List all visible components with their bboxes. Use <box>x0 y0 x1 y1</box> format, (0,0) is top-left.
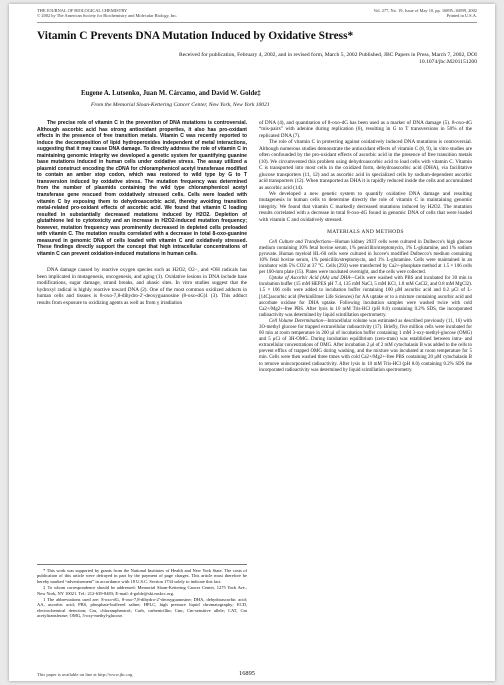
intro-paragraph-genetic-system: We developed a new genetic system to quantify oxidative DNA damage and resulting mutagenesis in human cells to determine directly the role of vitamin C in maintaining genomic integrity. We found that vitamin C markedly decreased mutations induced by H2O2. The mutation results correlated with a decrease in total 8-oxo-dG found in genomic DNA of cells that were loaded with vitamin C and oxidatively stressed. <box>259 190 472 223</box>
received-dates: Received for publication, February 4, 2002, and in revised form, March 5, 2002 Published, JBC Papers in Press, March 7, 2002, DOI 10.1074/jbc.M201151200 <box>179 52 477 65</box>
subheading: Cell Volume Determination— <box>269 318 328 324</box>
left-column <box>37 120 247 306</box>
issue-header <box>374 8 477 18</box>
methods-text: Human kidney 293T cells were cultured in Dulbecco's high glucose medium containing 10% fetal bovine serum, 1% penicillin/streptomycin, 1% L-glutamine, and 1% sodium pyruvate. Human myeloid HL-60 cells were cultured in Iscove's modified Dulbecco's medium containing 10% fetal bovine serum, 1% penicillin/streptomycin, and 1% L-glutamine. Cells were maintained in an incubator with 5% CO2 at 37 °C. Cells (293) were transfected by Ca2+-phosphate method at 1.5 × 106 cells per 100-mm plate (15). Plates were incubated overnight, and the cells were collected. <box>259 239 472 276</box>
intro-paragraph-vitamin-c: The role of vitamin C in protecting against oxidatively induced DNA mutations is controversial. Although numerous studies demonstrate the antioxidant effects of vitamin C (8, 9), in vitro studies are often confounded by the pro-oxidant effects of ascorbic acid in the presence of free transition metals (10). We circumvented this problem using dehydroascorbic acid to load cells with vitamin C. Vitamin C is transported into most cells in the oxidized form, dehydroascorbic acid (DHA), via facilitative glucose transporters (11, 12) and as ascorbic acid in specialized cells by sodium-dependent ascorbic acid transporters (12). When transported as DHA it is rapidly reduced inside the cells and accumulated as ascorbic acid (14). <box>259 139 472 191</box>
footnote-funding: * This work was supported by grants from the National Institutes of Health and New York State. The costs of publication of this article were defrayed in part by the payment of page charges. This article must therefore be hereby marked “advertisement” in accordance with 18 U.S.C. Section 1734 solely to indicate this fact. <box>37 568 247 584</box>
online-availability: This paper is available on line at http://www.jbc.org <box>37 672 133 677</box>
printed-in: Printed in U.S.A. <box>446 13 477 19</box>
methods-text: Cells were washed with PBS and incubated for 30 min in incubation buffer (15 mM HEPES pH 7.4, 135 mM NaCl, 5 mM KCl, 1.8 mM CaCl2, and 0.8 mM MgCl2). 1.5 × 106 cells were added to incubation buffer containing 100 μM ascorbic acid and 0.2 μCi of L-[14C]ascorbic acid (PerkinElmer Life Sciences) for AA uptake or to a mixture containing ascorbic acid and ascorbate oxidase for DHA uptake. Following incubation samples were washed twice with cold Ca2+/Mg2+-free PBS. After lysis in 10 mM Tris-HCl (pH 8.0) containing 0.2% SDS, the incorporated radioactivity was determined by liquid scintillation spectrometry. <box>259 276 472 318</box>
section-heading-methods: MATERIALS AND METHODS <box>327 229 404 236</box>
subheading: Uptake of Ascorbic Acid (AA) and DHA— <box>269 276 355 282</box>
volume-issue: Vol. 277, No. 19, Issue of May 10, pp. 16895–16899, 2002 <box>373 8 477 13</box>
methods-section <box>259 240 472 374</box>
page-number: 16895 <box>239 670 255 677</box>
copyright-line: © 2002 by The American Society for Biochemistry and Molecular Biology, Inc. <box>37 13 178 19</box>
intro-paragraph-left: DNA damage caused by reactive oxygen species such as H2O2, O2−, and •OH radicals has been implicated in mutagenesis, oncogenesis, and aging (1). Oxidative lesions in DNA include base modifications, sugar damage, strand breaks, and abasic sites. In vitro studies suggest that the hydroxyl radical is highly reactive toward DNA (2). One of the most common oxidized adducts in human cells and tissues is 8-oxo-7,8-dihydro-2′-deoxyguanosine (8-oxo-dG)1 (3). This adduct results from exposure to oxidizing agents as well as from γ irradiation <box>37 267 247 306</box>
subheading: Cell Culture and Transfections— <box>269 239 336 245</box>
methods-cell-volume <box>259 319 472 374</box>
footnotes <box>37 564 247 620</box>
methods-text: Intracellular volume was estimated as described previously (11, 16) with 3O-methyl glucose for trapped extracellular radioactivity (17). Briefly, five million cells were incubated for 60 min at room temperature in 200 μl of incubation buffer containing 1 mM 3-oxy-methyl-glucose (OMG) and 5 μCi of 3H-OMG. During incubation equilibrium (zero-trans) was established between intra- and extracellular concentrations of OMG. After incubation 2 μl of 2 mM cytochalasin B was added to the cells to prevent efflux of trapped OMG during washing, and the mixture was incubated at room temperature for 5 min. Cells were then washed three times with cold Ca2+/Mg2+-free PBS containing 20 μM cytochalasin B to remove unincorporated radioactivity. After lysis in 10 mM Tris-HCl (pH 8.0) containing 0.2% SDS the incorporated radioactivity was determined by liquid scintillation spectrometry. <box>259 318 472 373</box>
affiliation: From the Memorial Sloan-Kettering Cancer Center, New York, New York 10021 <box>91 102 270 108</box>
article-title: Vitamin C Prevents DNA Mutation Induced by Oxidative Stress* <box>37 30 354 42</box>
methods-cell-culture <box>259 240 472 277</box>
abstract: The precise role of vitamin C in the prevention of DNA mutations is controversial. Although ascorbic acid has strong antioxidant properties, it also has pro-oxidant effects in the presence of free transition metals. Vitamin C was recently reported to induce the decomposition of lipid hydroperoxides independent of metal interactions, suggesting that it may cause DNA damage. To directly address the role of vitamin C in maintaining genomic integrity we developed a genetic system for quantifying guanine base mutations induced in human cells under oxidative stress. The assay utilized a plasmid construct encoding the cDNA for chloramphenicol acetyl transferase modified to contain an amber stop codon, which was restored to wild type by G to T transversion induced by oxidative stress. The mutation frequency was determined from the number of plasmids containing the wild type chloramphenicol acetyl transferase gene rescued from oxidatively stressed cells. Cells were loaded with vitamin C by exposing them to dehydroascorbic acid, thereby avoiding transition metal-related pro-oxidant effects of ascorbic acid. We found that vitamin C loading resulted in substantially decreased mutations induced by H2O2. Depletion of glutathione led to cytotoxicity and an increase in H2O2-induced mutation frequency; however, mutation frequency was prominently decreased in depleted cells preloaded with vitamin C. The mutation results correlated with a decrease in total 8-oxo-guanine measured in genomic DNA of cells loaded with vitamin C and oxidatively stressed. These findings directly support the concept that high intracellular concentrations of vitamin C can prevent oxidation-induced mutations in human cells. <box>37 120 247 257</box>
journal-header <box>37 8 177 18</box>
right-column <box>259 120 472 374</box>
intro-paragraph-continued: of DNA (4), and quantitation of 8-oxo-dG has been used as a marker of DNA damage (5). 8-oxo-dG “mis-pairs” with adenine during replication (6), resulting in G to T transversions in 50% of the replicated DNA (7). <box>259 120 472 139</box>
methods-uptake <box>259 276 472 319</box>
footnote-correspondence: ‡ To whom correspondence should be addressed: Memorial Sloan-Kettering Cancer Center, 1275 York Ave., New York, NY 10021. Tel.: 212-639-8483; E-mail: d-golde@ski.mskcc.org. <box>37 585 247 596</box>
article-page <box>9 4 495 681</box>
footnote-abbreviations: 1 The abbreviations used are: 8-oxo-dG, 8-oxo-7,8-dihydro-2′-deoxyguanosine; DHA, dehydroascorbic acid; AA, ascorbic acid; PBS, phosphate-buffered saline; HPLC, high pressure liquid chromatography; ECD, electrochemical detection; Cm, chloramphenicol; Carb, carbenicillin; Cmr, Cm-sensitive allele; CAT, Cm acetyltransferase; OMG, 3-oxy-methyl-glucose. <box>37 597 247 619</box>
journal-name: THE JOURNAL OF BIOLOGICAL CHEMISTRY <box>37 8 128 13</box>
author-list: Eugene A. Lutsenko, Juan M. Cárcamo, and David W. Golde‡ <box>81 90 261 97</box>
header-divider <box>37 22 477 23</box>
